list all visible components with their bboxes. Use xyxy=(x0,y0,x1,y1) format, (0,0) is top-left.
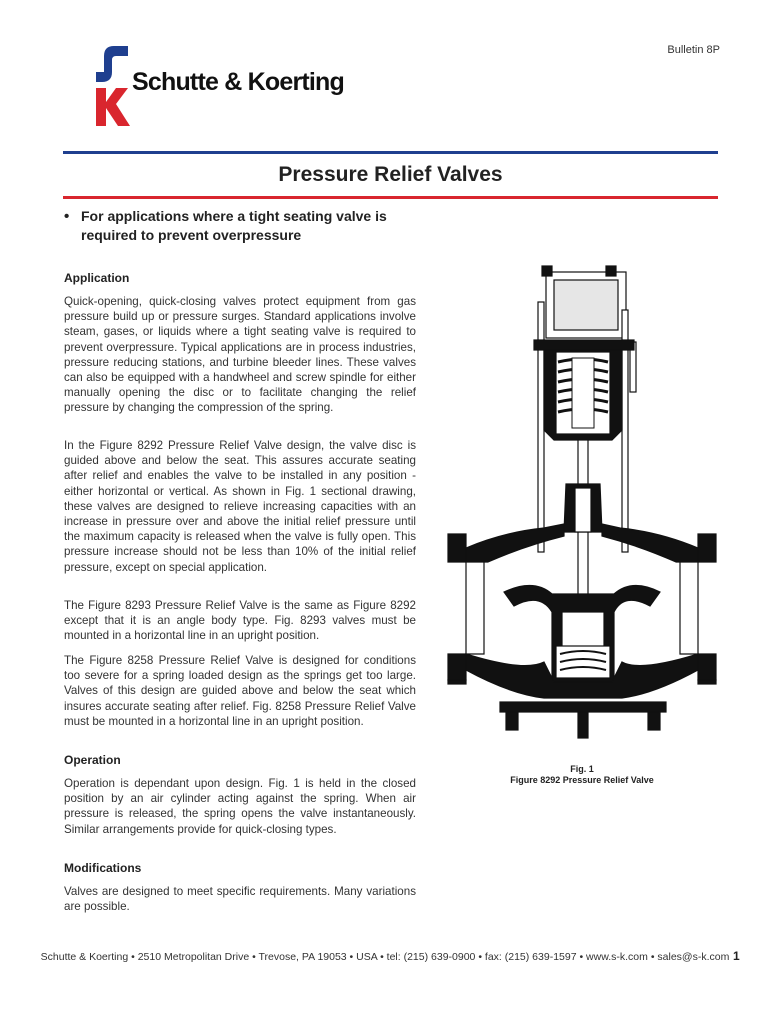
bulletin-number: Bulletin 8P xyxy=(667,44,720,56)
modifications-paragraph: Valves are designed to meet specific requirements. Many variations are possible. xyxy=(64,885,416,914)
bullet-icon: • xyxy=(64,208,70,225)
page-title: Pressure Relief Valves xyxy=(278,163,503,186)
section-heading-operation: Operation xyxy=(64,753,121,767)
footer-contact-info: Schutte & Koerting • 2510 Metropolitan Drive • Trevose, PA 19053 • USA • tel: (215) 639-0900 • fax: (215) 639-1597 • www.s-k.com • sales@s-k.com xyxy=(40,951,730,963)
valve-sectional-drawing xyxy=(444,262,720,750)
application-paragraph-4: The Figure 8258 Pressure Relief Valve is designed for conditions too severe for a spring loaded design as the springs get too large. Valves of this design are guided above and below the seat which insures accurate seating after relief. Fig. 8258 Pressure Relief Valve must be mounted in a horizontal line in an upright position. xyxy=(64,654,416,728)
application-paragraph-2: In the Figure 8292 Pressure Relief Valve design, the valve disc is guided above and below the seat. This assures accurate seating after relief and enables the valve to be installed in any position - either horizontal or vertical. As shown in Fig. 1 sectional drawing, these valves are designed to relieve increasing capacities with an increase in pressure over and above the initial relief pressure until the maximum capacity is released when the valve is fully open. This pressure increase should not be less than 10% of the initial relief pressure, except on special application. xyxy=(64,439,416,574)
operation-paragraph: Operation is dependant upon design. Fig. 1 is held in the closed position by an air cylinder acting against the spring. When air pressure is released, the spring opens the valve instantaneously. Similar arrangements provide for quick-closing types. xyxy=(64,777,416,836)
section-heading-application: Application xyxy=(64,271,130,285)
header-rule-blue xyxy=(63,151,718,154)
key-benefit-bullet: For applications where a tight seating valve is required to prevent overpressure xyxy=(81,208,387,243)
figure-caption: Figure 8292 Pressure Relief Valve xyxy=(510,775,654,785)
company-logo-text: Schutte & Koerting xyxy=(132,68,344,96)
header-rule-red xyxy=(63,196,718,199)
page-number: 1 xyxy=(733,949,740,963)
application-paragraph-1: Quick-opening, quick-closing valves protect equipment from gas pressure build up or pressure surges. Standard applications involve steam, gases, or liquids where a tight seating valve is required to prevent overpressure. Typical applications are in process industries, pressure reducing stations, and turbine bleeder lines. These valves can also be equipped with a handwheel and screw spindle for either manually opening the disc or to facilitate changing the relief pressure by changing the compression of the spring. xyxy=(64,295,416,415)
section-heading-modifications: Modifications xyxy=(64,861,142,875)
figure-number: Fig. 1 xyxy=(570,764,594,774)
application-paragraph-3: The Figure 8293 Pressure Relief Valve is the same as Figure 8292 except that it is an angle body type. Fig. 8293 valves must be mounted in a horizontal line in an upright position. xyxy=(64,599,416,643)
pressure-relief-valve-drawing-icon xyxy=(444,262,720,750)
